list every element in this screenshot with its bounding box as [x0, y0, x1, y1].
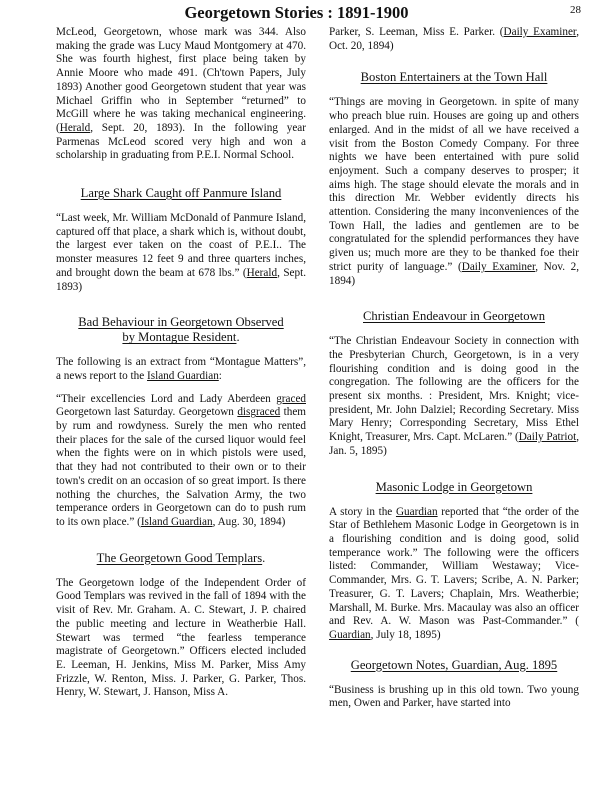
source-citation: Herald [246, 266, 278, 279]
behaviour-intro: The following is an extract from “Montague Matters”, a news report to the Island Guardian: [56, 356, 306, 382]
endeavour-heading: Christian Endeavour in Georgetown [363, 309, 545, 324]
source-citation: Island Guardian [140, 515, 213, 528]
behaviour-heading: Bad Behaviour in Georgetown Observed by Montague Resident. [78, 315, 284, 345]
source-citation: Daily Examiner [461, 260, 536, 273]
shark-heading: Large Shark Caught off Panmure Island [80, 186, 282, 201]
templars-heading: The Georgetown Good Templars. [96, 550, 266, 565]
source-citation: Daily Patriot [518, 431, 577, 444]
right-column [329, 26, 579, 720]
masonic-heading: Masonic Lodge in Georgetown [375, 479, 533, 494]
boston-heading: Boston Entertainers at the Town Hall [360, 70, 548, 85]
behaviour-quote: “Their excellencies Lord and Lady Aberdeen graced Georgetown last Saturday. Georgetown disgraced them by rum and rowdyness. Surely the men who rented their places for the sale of the cursed liquor would feel when the fights were on in which pistols were used, that they had not contributed to their own or to their town's credit on an occasion of so great import. Is there nothing the churches, the Salvation Army, the two temperance orders in Georgetown can do to push rum to its own place.” (Island Guardian, Aug. 30, 1894) [56, 392, 306, 528]
page-title: Georgetown Stories : 1891-1900 [184, 3, 409, 22]
templars-continued: Parker, S. Leeman, Miss E. Parker. (Daily Examiner, Oct. 20, 1894) [329, 26, 579, 52]
source-citation: Herald [59, 121, 91, 134]
source-citation: Guardian [395, 505, 438, 518]
left-column [56, 26, 306, 709]
shark-paragraph: “Last week, Mr. William McDonald of Panmure Island, captured off that place, a shark which is, without doubt, the largest ever taken on the coast of P.E.I.. The monster measures 12 feet 9 and three quarters inches, and brought down the beam at 678 lbs.” (Herald, Sept. 1893) [56, 212, 307, 293]
templars-paragraph: The Georgetown lodge of the Independent Order of Good Templars was revived in the fall of 1894 with the visit of Rev. Mr. Graham. A. C. Stewart, J. P. chaired the public meeting and lecture in Weatherbie Hall. Stewart was termed “the fearless temperance magistrate of Georgetown.” Officers elected included E. Leeman, H. Jenkins, Miss M. Parker, Miss Amy Frizzle, W. Renton, Miss. J. Parker, G. Parker, Thos. Henry, W. Stewart, J. Hanson, Miss A. [56, 576, 306, 699]
page-number: 28 [570, 4, 581, 16]
masonic-paragraph: A story in the Guardian reported that “the order of the Star of Bethlehem Masonic Lodge in Georgetown is in a flourishing condition and is doing good, solid temperance work.” The following were the officers listed: Commander, William Westaway; Vice-Commander, Mrs. G. T. Lavers; Scribe, A. N. Parker; Treasurer, G. T. Lavers; Chaplain, Mrs. Weatherbie; Marshall, M. Burke. Mrs. Macaulay was also an officer and Rev. A. W. Mason was Past-Commander.” ( Guardian, July 18, 1895) [329, 505, 579, 641]
intro-paragraph: McLeod, Georgetown, whose mark was 344. Also making the grade was Lucy Maud Montgomery at 470. She was fourth highest, first place being taken by Annie Moore who made 491. (Ch'town Papers, July 1893) Another good Georgetown student that year was Michael Griffin who in September “returned” to McGill where he was taking mechanical engineering. (Herald, Sept. 20, 1893). In the following year Parmenas McLeod scored very high and won a scholarship in graduating from P.E.I. Normal School. [56, 26, 306, 162]
source-citation: Island Guardian [147, 369, 219, 382]
boston-paragraph: “Things are moving in Georgetown. in spite of many who preach blue ruin. Houses are going up and others enlarged. And in the midst of all we have received a visit from the Boston Comedy Company. For three nights we have been entertained with pure solid enjoyment. Such a company deserves to prosper; it aims high. The stage should elevate the morals and in this direction Mr. Webber evidently directs his attention. Considering the many inconveniences of the Town Hall, the ladies and gentlemen are to be congratulated for the splendid performances they have given us; much more are they to be thanked foe their strict purity of language.” (Daily Examiner, Nov. 2, 1894) [329, 96, 579, 287]
notes-paragraph: “Business is brushing up in this old town. Two young men, Owen and Parker, have started into [329, 683, 579, 710]
source-citation: Daily Examiner [503, 26, 577, 38]
source-citation: Guardian [329, 628, 371, 641]
endeavour-paragraph: “The Christian Endeavour Society in connection with the Presbyterian Church, Georgetown, is in a very flourishing condition and is doing good in the congregation. The following are the officers for the present six months. : President, Mrs. Knight; vice-president, Mr. John Dalziel; Recording Secretary. Miss Mary Henry; Corresponding Secretary, Miss Ethel Knight, Treasurer, Mrs. Capt. McLaren.” (Daily Patriot, Jan. 5, 1895) [329, 335, 580, 457]
notes-heading: Georgetown Notes, Guardian, Aug. 1895 [350, 657, 558, 672]
